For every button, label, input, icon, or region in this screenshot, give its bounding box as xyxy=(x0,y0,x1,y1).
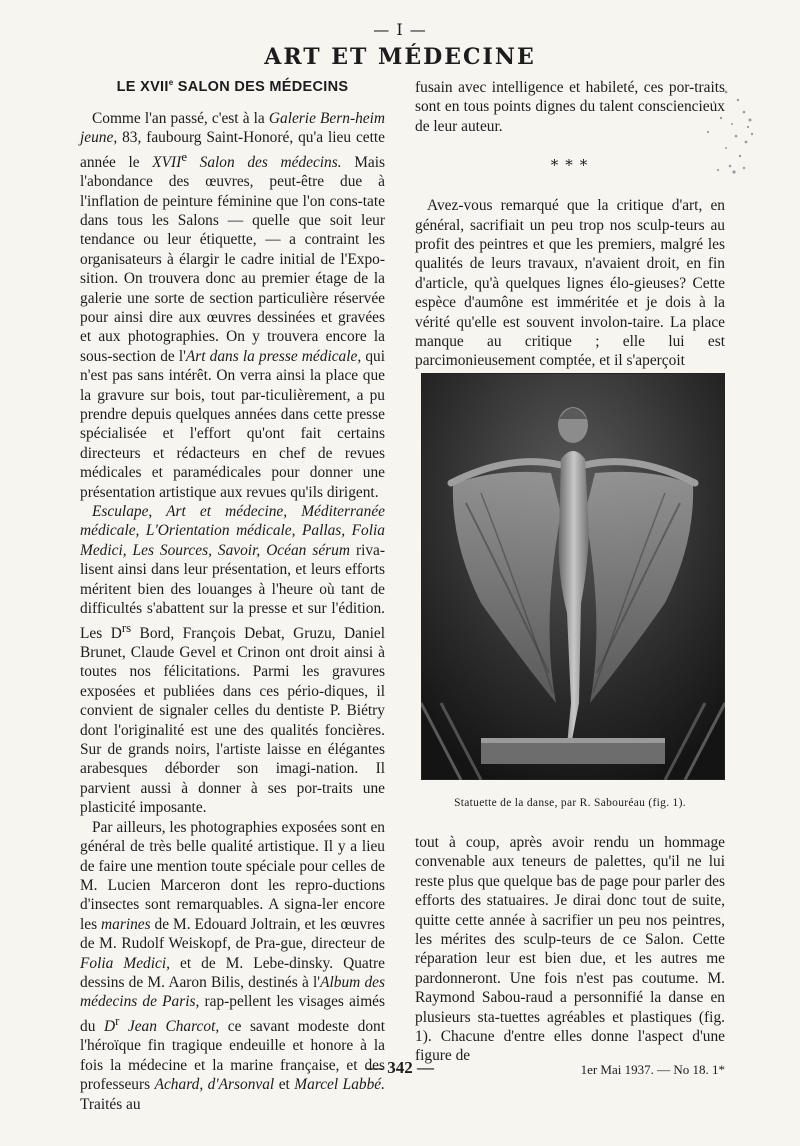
dancer-statuette-image xyxy=(421,373,725,780)
paragraph-photographs: Par ailleurs, les photographies exposées sont en général de très belle qualité artistique. Il y a lieu de faire une mention toute spéciale pour celles de M. Lucien Marceron dont les repro-ductions d'insectes sont remarquables. A signa-ler encore les marines de M. Edouard Joltrain, et les œuvres de M. Rudolf Weiskopf, de Pra-gue, directeur de Folia Medici, et de M. Lebe-dinsky. Quatre dessins de M. Aaron Bilis, destinés à l'Album des médecins de Paris, rap-pellent les visages aimés du $D^r$ Jean Charcot, ce savant modeste dont l'héroïque fin tragique endeuille et honore à la fois la médecine et la marine française, et des professeurs Achard, d'Arsonval et Marcel Labbé. Traités au xyxy=(80,818,385,1113)
page-number: — 342 — xyxy=(366,1058,434,1077)
paragraph-intro: Comme l'an passé, c'est à la Galerie Bern-heim jeune, 83, faubourg Saint-Honoré, qu'a lieu cette année le XVIIe Salon des médecins. Mais l'abondance des œuvres, peut-être due à l'inflation de peinture féminine que l'on cons-tate dans tous les Salons — quelle que soit leur tendance ou leur étiquette, — a contraint les organisateurs à élargir le cadre initial de l'Expo-sition. On trouvera donc au premier étage de la galerie une sorte de section particulière réservée pour ainsi dire aux œuvres dessinées et gravées et aux photographies. On y trouvera encore la sous-section de l'Art dans la presse médicale, qui n'est pas sans intérêt. On verra ainsi la place que la gravure sur bois, tout par-ticulièrement, a pu prendre depuis quelques années dans cette presse spécialisée et l'effort qu'ont fait certains directeurs et rédacteurs en chef de revues médicales et paramédicales pour donner une présentation artistique aux revues qu'ils dirigent. xyxy=(80,109,386,501)
left-column xyxy=(80,78,385,1114)
paragraph-journals: Esculape, Art et médecine, Méditerranée médicale, L'Orientation médicale, Pallas, Folia Medici, Les Sources, Savoir, Océan sérum riva-lisent ainsi dans leur présentation, et leurs efforts méritent bien des louanges à l'heure où tant de difficultés s'abattent sur la presse et sur l'édition. Les $D^{rs}$ Bord, François Debat, Gruzu, Daniel Brunet, Claude Gevel et Crinon ont droit ainsi à toutes nos félicitations. Parmi les gravures exposées et publiées dans ces pério-diques, il convient de signaler celles du dentiste P. Biétry dont l'originalité est une des qualités foncières. Sur de grands noirs, l'artiste laisse en élégantes arabesques déborder son imagi-nation. Il parvient aussi à donner à ses por-traits une plasticité imposante. xyxy=(80,503,385,817)
paragraph-portraits: fusain avec intelligence et habileté, ces por-traits sont en tous points dignes du talent consciencieux de leur auteur. xyxy=(415,79,725,135)
section-heading: LE XVIIe SALON DES MÉDECINS xyxy=(116,78,349,95)
figure-caption: Statuette de la danse, par R. Sabouréau (fig. 1). xyxy=(454,797,686,809)
page-roman-numeral: — I — xyxy=(373,20,427,39)
issue-date: 1er Mai 1937. — No 18. 1* xyxy=(580,1062,725,1077)
statuette-photo xyxy=(421,373,725,780)
paragraph-sculptors: Avez-vous remarqué que la critique d'art, en général, sacrifiait un peu trop nos sculp-teurs au profit des peintres et que les premiers, malgré les qualités de leurs travaux, n'avaient droit, en fin d'article, qu'à quelques lignes élo-gieuses? Cette espèce d'aumône est imméritée et je dois à la vérité qu'elle est souvent involon-taire. La place manque au critique ; elle lui est parcimonieusement comptée, et il s'aperçoit xyxy=(415,197,725,370)
right-column-bottom xyxy=(415,833,725,1066)
page-title: ART ET MÉDECINE xyxy=(264,44,536,70)
right-column-top xyxy=(415,78,725,371)
section-separator: * * * xyxy=(550,156,590,175)
paragraph-sabouraud: tout à coup, après avoir rendu un hommage convenable aux teneurs de palettes, qu'il ne lui reste plus que quelque bas de page pour parler des efforts des statuaires. Je dirai donc tout de suite, quitte cette année à sacrifier un peu nos peintres, les mérites des sculp-teurs de ce Salon. Cette réparation leur est bien due, et les autres me pardonneront. Une fois n'est pas coutume. M. Raymond Sabou-raud a personnifié la danse en plusieurs sta-tuettes agréables et plastiques (fig. 1). Chacune d'entre elles donne l'aspect d'une figure de xyxy=(415,834,725,1065)
